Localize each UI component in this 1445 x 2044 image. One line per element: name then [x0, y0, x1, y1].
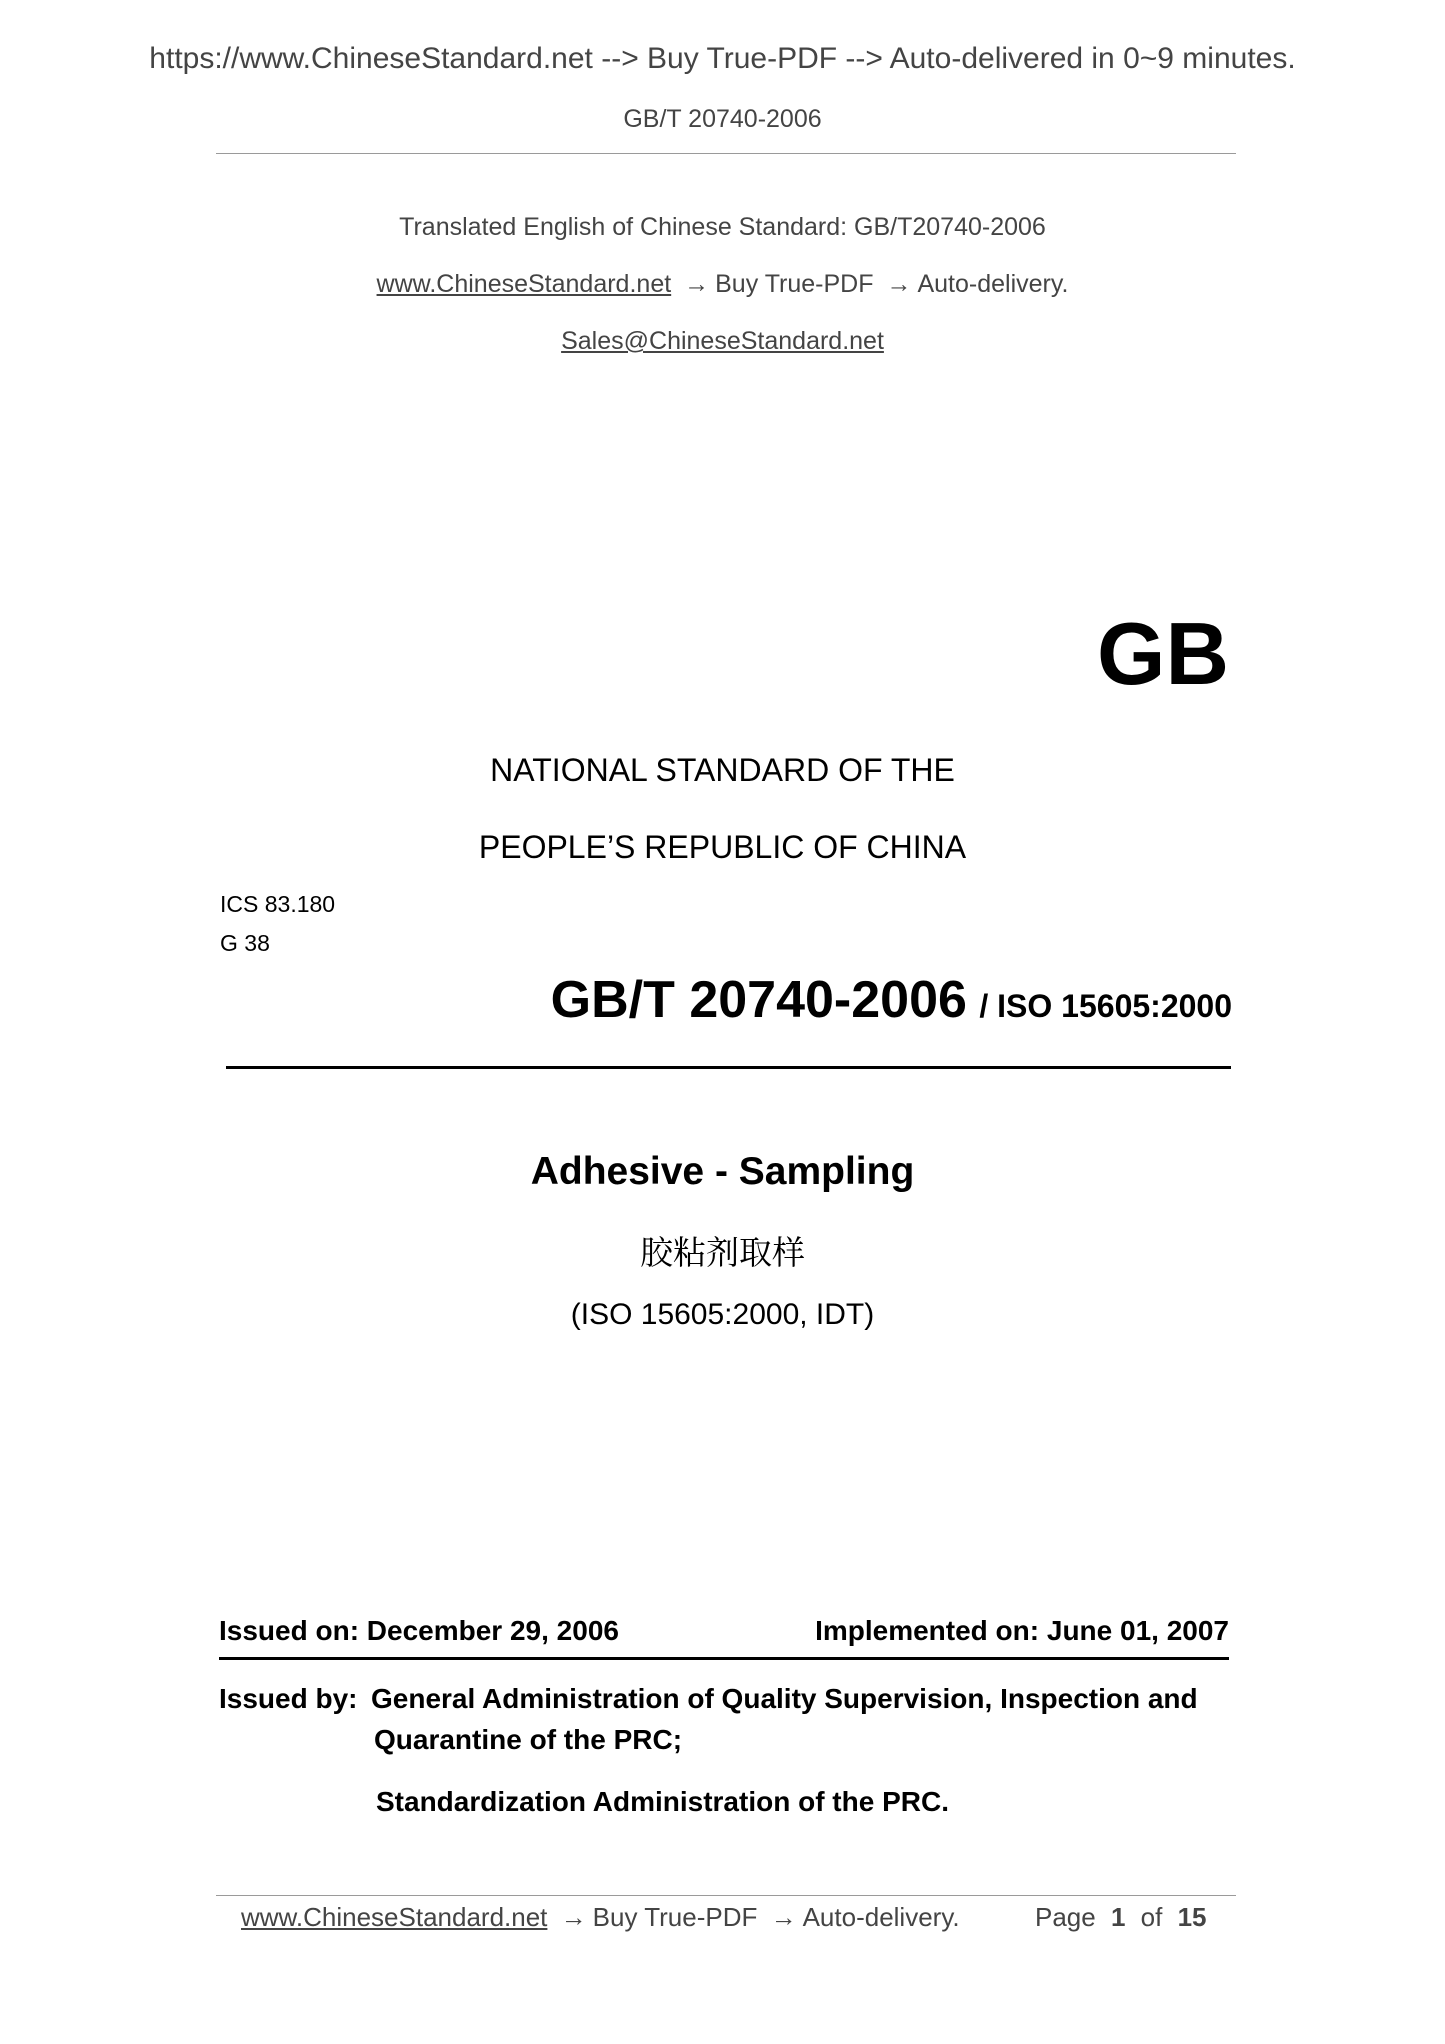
gb-mark: GB	[1097, 604, 1229, 703]
ics-code: ICS 83.180	[220, 891, 336, 917]
footer-site-link[interactable]: www.ChineseStandard.net	[241, 1902, 548, 1932]
dates-divider	[219, 1657, 1229, 1660]
arrow-right-icon: →	[560, 1902, 587, 1932]
title-chinese: 胶粘剂取样	[640, 1233, 805, 1272]
title-english: Adhesive - Sampling	[530, 1150, 915, 1193]
issued-by-label: Issued by:	[219, 1683, 358, 1714]
auto-text: Auto-delivery.	[917, 270, 1069, 298]
national-standard-line1: NATIONAL STANDARD OF THE	[490, 752, 955, 788]
footer-auto-text: Auto-delivery.	[802, 1902, 960, 1932]
page-indicator	[1035, 1902, 1207, 1933]
issued-on-date: Issued on: December 29, 2006	[219, 1615, 619, 1646]
arrow-right-icon: →	[770, 1902, 797, 1932]
page-label: Page	[1035, 1902, 1096, 1932]
header-divider	[216, 153, 1236, 154]
buy-text: Buy True-PDF	[715, 270, 874, 298]
page-number: 1	[1110, 1902, 1126, 1932]
national-standard-line2: PEOPLE’S REPUBLIC OF CHINA	[478, 829, 967, 865]
iso-reference: / ISO 15605:2000	[979, 988, 1232, 1024]
page-total: 15	[1177, 1902, 1207, 1932]
implemented-on-date: Implemented on: June 01, 2007	[815, 1615, 1229, 1646]
email-line	[0, 327, 1445, 356]
email-link[interactable]: Sales@ChineseStandard.net	[561, 327, 884, 355]
footer-buy-line	[241, 1902, 960, 1933]
of-label: of	[1140, 1902, 1163, 1932]
footer-buy-text: Buy True-PDF	[592, 1902, 758, 1932]
buy-line	[0, 270, 1445, 299]
standard-number-line	[551, 970, 1232, 1030]
issuer-line1: General Administration of Quality Supervision, Inspection and	[371, 1683, 1198, 1714]
standard-number: GB/T 20740-2006	[550, 971, 967, 1029]
arrow-right-icon: →	[684, 270, 710, 298]
header-url-line: https://www.ChineseStandard.net --> Buy True-PDF --> Auto-delivered in 0~9 minutes.	[149, 42, 1296, 75]
site-link[interactable]: www.ChineseStandard.net	[376, 270, 672, 298]
footer-divider	[216, 1895, 1236, 1896]
number-divider	[226, 1066, 1231, 1069]
header-doc-code: GB/T 20740-2006	[623, 105, 822, 133]
idt-reference: (ISO 15605:2000, IDT)	[570, 1298, 875, 1331]
issuer-line3: Standardization Administration of the PRC.	[376, 1786, 949, 1817]
arrow-right-icon: →	[886, 270, 912, 298]
g-code: G 38	[220, 930, 270, 956]
issuer-line2: Quarantine of the PRC;	[374, 1724, 683, 1755]
translation-note: Translated English of Chinese Standard: GB/T20740-2006	[399, 213, 1046, 241]
